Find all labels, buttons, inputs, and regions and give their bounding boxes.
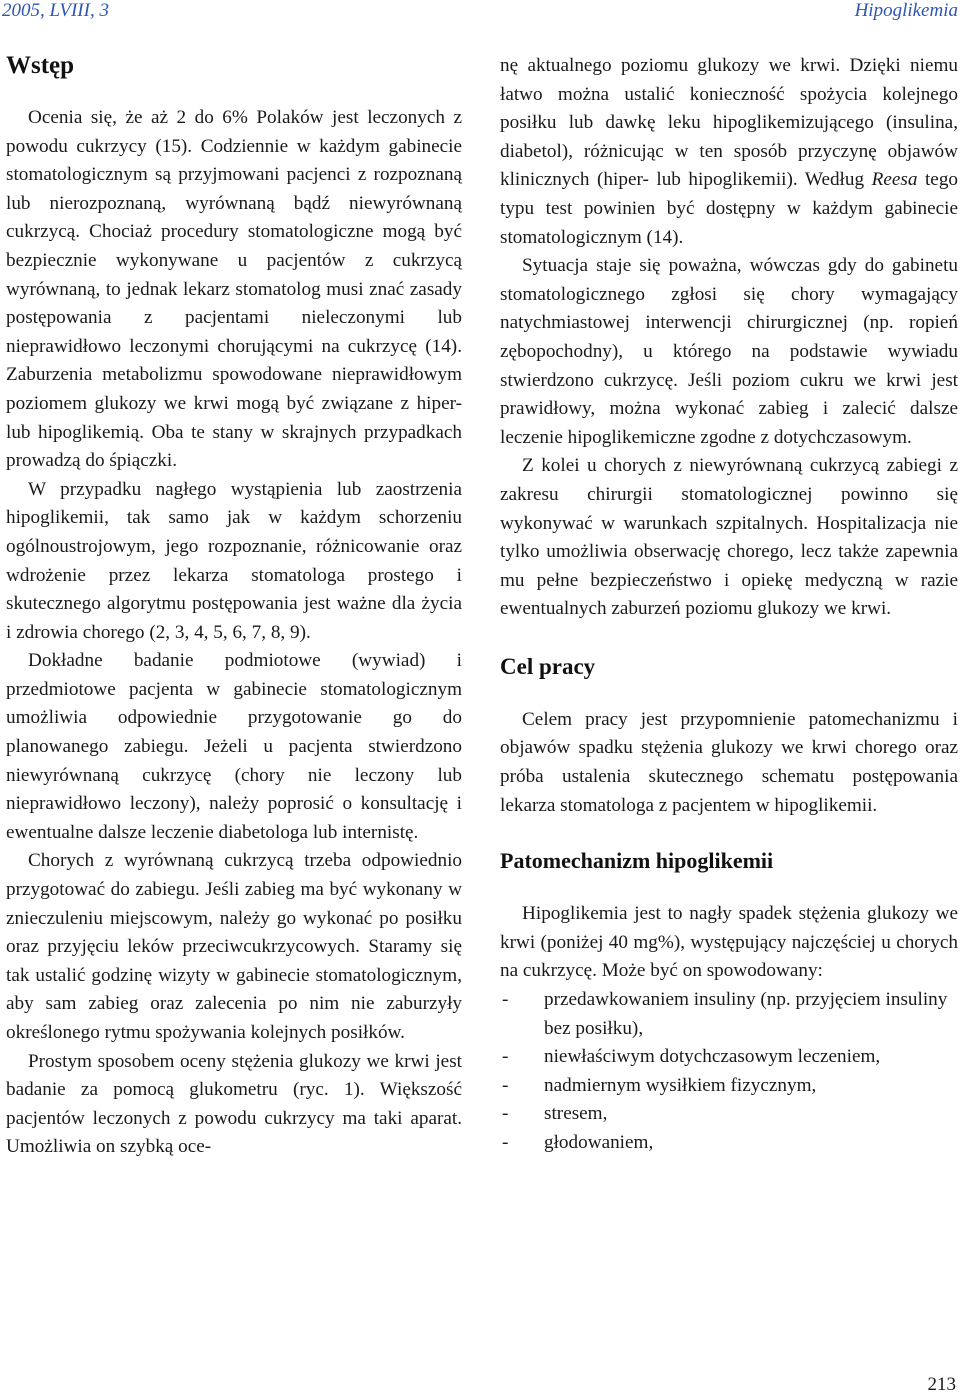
list-item: - przedawkowaniem insuliny (np. przyjęciem insuliny bez posiłku), bbox=[500, 986, 958, 1043]
paragraph-continued bbox=[500, 52, 958, 252]
paragraph: W przypadku nagłego wystąpienia lub zaostrzenia hipoglikemii, tak samo jak w każdym schorzeniu ogólnoustrojowym, jego rozpoznanie, różnicowanie oraz wdrożenie przez lekarza stomatologa prostego i skutecznego algorytmu postępowania jest ważne dla życia i zdrowia chorego (2, 3, 4, 5, 6, 7, 8, 9). bbox=[6, 478, 462, 643]
text-run: nę aktualnego poziomu glukozy we krwi. Dzięki niemu łatwo można ustalić konieczność spożycia kolejnego posiłku lub dawkę leku hipoglikemizującego (insulina, diabetol), różnicując w ten sposób przyczynę objawów klinicznych (hiper- lub hipoglikemii). Według bbox=[500, 55, 958, 191]
paragraph: Chorych z wyrównaną cukrzycą trzeba odpowiednio przygotować do zabiegu. Jeśli zabieg ma być wykonany w znieczuleniu miejscowym, należy go wykonać po posiłku oraz przyjęciu leków przeciwcukrzycowych. Staramy się tak ustalić godzinę wizyty w gabinecie stomatologicznym, aby sam zabieg oraz zalecenia po nim nie zaburzyły określonego rytmu spożywania kolejnych posiłków. bbox=[6, 850, 462, 1043]
running-title: Hipoglikemia bbox=[854, 0, 958, 21]
left-column bbox=[6, 44, 462, 1162]
section-heading-patomechanizm: Patomechanizm hipoglikemii bbox=[500, 848, 774, 874]
text-run: tego typu test powinien być dostępny w każdym gabinecie stomatologicznym (14). bbox=[500, 169, 959, 248]
right-column bbox=[500, 52, 958, 1158]
paragraph: Ocenia się, że aż 2 do 6% Polaków jest leczonych z powodu cukrzycy (15). Codziennie w każdym gabinecie stomatologicznym są przyjmowani pacjenci z rozpoznaną lub nierozpoznaną, wyrównaną bądź niewyrównaną cukrzycą. Chociaż procedury stomatologiczne mogą być bezpiecznie wykonywane u pacjentów z cukrzycą wyrównaną, to jednak lekarz stomatolog musi znać zasady postępowania z pacjentami nieleczonymi lub nieprawidłowo leczonymi chorującymi na cukrzycę (14). Zaburzenia metabolizmu spowodowane nieprawidłowym poziomem glukozy we krwi mogą być związane z hiper- lub hipoglikemią. Oba te stany w skrajnych przypadkach prowadzą do śpiączki. bbox=[6, 107, 462, 472]
list-item: - głodowaniem, bbox=[500, 1129, 958, 1158]
paragraph: Prostym sposobem oceny stężenia glukozy we krwi jest badanie za pomocą glukometru (ryc. 1). Większość pacjentów leczonych z powodu cukrzycy ma taki aparat. Umożliwia on szybką oce- bbox=[6, 1050, 462, 1158]
author-name: Reesa bbox=[871, 169, 918, 191]
paragraph: Celem pracy jest przypomnienie patomechanizmu i objawów spadku stężenia glukozy we krwi chorego oraz próba ustalenia skutecznego schematu postępowania lekarza stomatologa z pacjentem w hipoglikemii. bbox=[500, 708, 958, 816]
paragraph: Dokładne badanie podmiotowe (wywiad) i przedmiotowe pacjenta w gabinecie stomatologicznym umożliwia odpowiednie przygotowanie go do planowanego zabiegu. Jeżeli u pacjenta stwierdzono niewyrównaną cukrzycę (chory nie leczony lub nieprawidłowo leczony), należy poprosić o konsultację i ewentualne dalsze leczenie diabetologa lub internistę. bbox=[6, 650, 462, 843]
page-number: 213 bbox=[927, 1374, 956, 1395]
journal-issue: 2005, LVIII, 3 bbox=[2, 0, 109, 21]
list-item: - stresem, bbox=[500, 1100, 958, 1129]
section-heading-wstep: Wstęp bbox=[6, 52, 75, 79]
paragraph: Z kolei u chorych z niewyrównaną cukrzycą zabiegi z zakresu chirurgii stomatologicznej powinno się wykonywać w warunkach szpitalnych. Hospitalizacja nie tylko umożliwia obserwację chorego, lecz także zapewnia mu pełne bezpieczeństwo i opiekę medyczną w razie ewentualnych zaburzeń poziomu glukozy we krwi. bbox=[500, 455, 958, 620]
paragraph: Hipoglikemia jest to nagły spadek stężenia glukozy we krwi (poniżej 40 mg%), występujący najczęściej u chorych na cukrzycę. Może być on spowodowany: bbox=[500, 903, 958, 982]
running-head bbox=[0, 0, 960, 26]
paragraph: Sytuacja staje się poważna, wówczas gdy do gabinetu stomatologicznego zgłosi się chory wymagający natychmiastowej interwencji chirurgicznej (np. ropień zębopochodny), u którego na podstawie wywiadu stwierdzono cukrzycę. Jeśli poziom cukru we krwi jest prawidłowy, można wykonać zabieg i zalecić dalsze leczenie hipoglikemiczne zgodne z dotychczasowym. bbox=[500, 255, 958, 448]
causes-list bbox=[500, 986, 958, 1158]
list-item: - nadmiernym wysiłkiem fizycznym, bbox=[500, 1072, 958, 1101]
section-heading-cel-pracy: Cel pracy bbox=[500, 653, 596, 679]
list-item: - niewłaściwym dotychczasowym leczeniem, bbox=[500, 1043, 958, 1072]
